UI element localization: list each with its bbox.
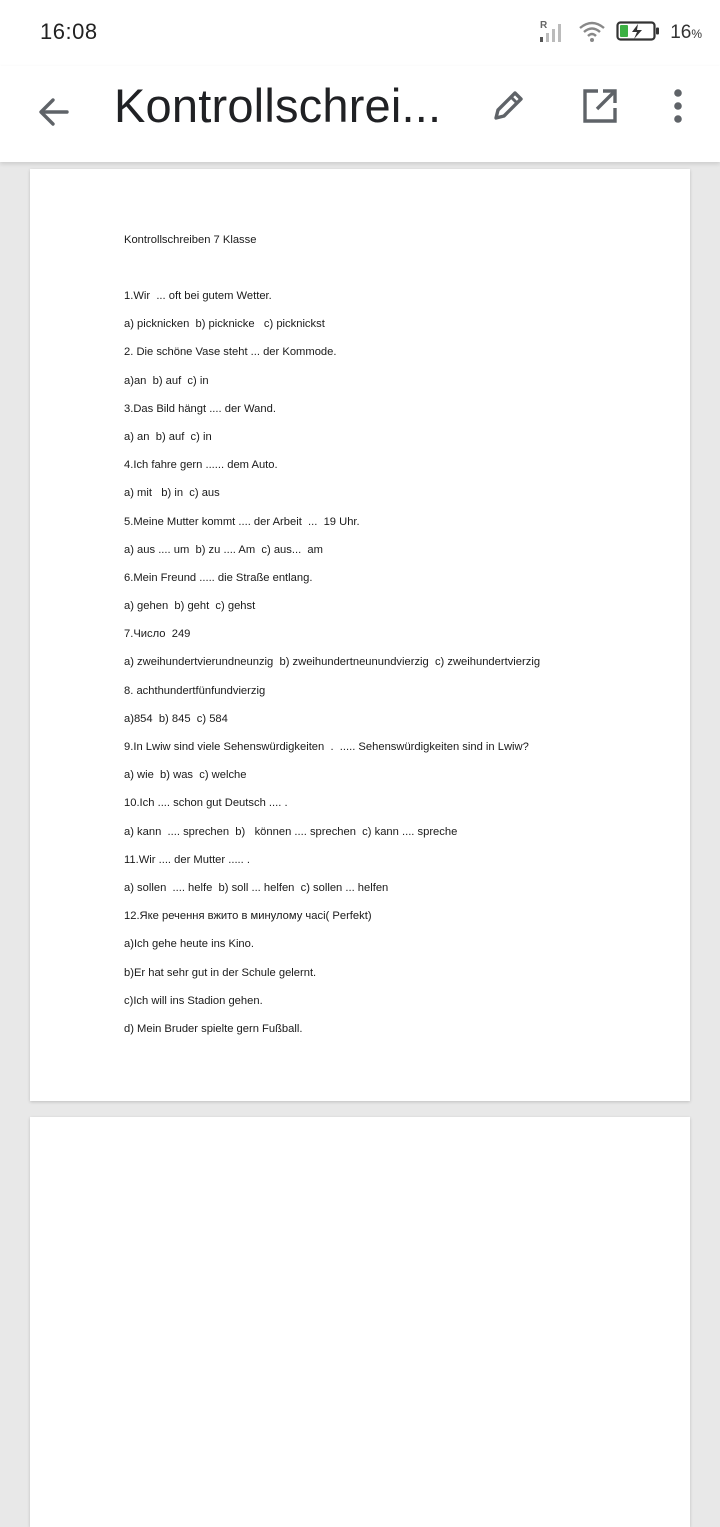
answer-12d: d) Mein Bruder spielte gern Fußball. bbox=[124, 1022, 303, 1035]
question-10: 10.Ich .... schon gut Deutsch .... . bbox=[124, 797, 288, 810]
battery-icon bbox=[616, 19, 660, 48]
edit-button[interactable] bbox=[480, 80, 536, 136]
document-page-1 bbox=[30, 169, 690, 1101]
answers-10: a) kann .... sprechen b) können .... sprechen c) kann .... spreche bbox=[124, 825, 458, 838]
battery-percent-value: 16 bbox=[670, 22, 692, 43]
answer-12c: c)Ich will ins Stadion gehen. bbox=[124, 994, 263, 1007]
question-4: 4.Ich fahre gern ...... dem Auto. bbox=[124, 459, 278, 472]
answers-3: a) an b) auf c) in bbox=[124, 430, 212, 443]
answers-6: a) gehen b) geht c) gehst bbox=[124, 600, 256, 613]
back-button[interactable] bbox=[26, 86, 82, 142]
question-6: 6.Mein Freund ..... die Straße entlang. bbox=[124, 571, 313, 584]
question-5: 5.Meine Mutter kommt .... der Arbeit ... 19 Uhr. bbox=[124, 515, 360, 528]
document-page-2 bbox=[30, 1117, 690, 1527]
app-bar bbox=[0, 66, 720, 162]
status-bar bbox=[0, 0, 720, 66]
answer-12b: b)Er hat sehr gut in der Schule gelernt. bbox=[124, 966, 317, 979]
edit-pencil-icon bbox=[488, 86, 528, 131]
answer-12a: a)Ich gehe heute ins Kino. bbox=[124, 938, 254, 951]
more-options-button[interactable] bbox=[650, 80, 706, 136]
answers-5: a) aus .... um b) zu .... Am c) aus... am bbox=[124, 543, 323, 556]
open-external-icon bbox=[580, 86, 620, 131]
answers-2: a)an b) auf c) in bbox=[124, 374, 209, 387]
wifi-icon bbox=[578, 19, 606, 48]
answers-11: a) sollen .... helfe b) soll ... helfen c) sollen ... helfen bbox=[124, 881, 389, 894]
answers-9: a) wie b) was c) welche bbox=[124, 769, 247, 782]
question-11: 11.Wir .... der Mutter ..... . bbox=[124, 853, 250, 866]
question-12: 12.Яке речення вжито в минулому часі( Perfekt) bbox=[124, 910, 372, 923]
document-heading: Kontrollschreiben 7 Klasse bbox=[124, 234, 257, 246]
question-8: 8. achthundertfünfundvierzig bbox=[124, 684, 266, 697]
document-title: Kontrollschrei... bbox=[114, 79, 442, 132]
signal-icon bbox=[540, 19, 568, 48]
battery-percent bbox=[670, 22, 702, 44]
back-arrow-icon bbox=[36, 94, 72, 135]
more-vert-icon bbox=[670, 86, 686, 131]
question-1: 1.Wir ... oft bei gutem Wetter. bbox=[124, 290, 272, 302]
question-3: 3.Das Bild hängt .... der Wand. bbox=[124, 402, 276, 415]
open-external-button[interactable] bbox=[572, 80, 628, 136]
question-7: 7.Число 249 bbox=[124, 628, 191, 641]
question-9: 9.In Lwiw sind viele Sehenswürdigkeiten . ..... Sehenswürdigkeiten sind in Lwiw? bbox=[124, 741, 529, 753]
signal-roaming-label: R bbox=[540, 19, 548, 31]
document-content bbox=[124, 233, 664, 1050]
status-time: 16:08 bbox=[40, 19, 98, 44]
question-2: 2. Die schöne Vase steht ... der Kommode. bbox=[124, 346, 337, 359]
battery-percent-unit: % bbox=[691, 27, 702, 41]
status-icons bbox=[540, 18, 702, 48]
answers-1: a) picknicken b) picknicke c) picknickst bbox=[124, 318, 325, 331]
answers-4: a) mit b) in c) aus bbox=[124, 487, 220, 500]
answers-7: a) zweihundertvierundneunzig b) zweihundertneunundvierzig c) zweihundertvierzig bbox=[124, 656, 541, 669]
answers-8: a)854 b) 845 c) 584 bbox=[124, 712, 228, 725]
document-viewer[interactable] bbox=[0, 162, 720, 1520]
